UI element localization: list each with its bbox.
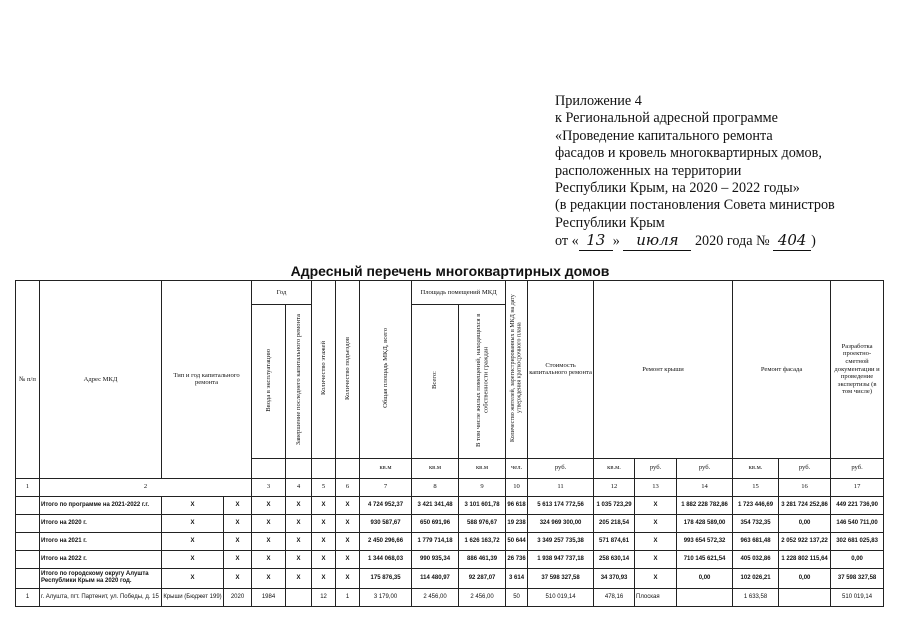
unit-cell: руб. (677, 458, 733, 478)
appendix-line: фасадов и кровель многоквартирных домов, (555, 145, 822, 162)
cell-roof-area: 1 035 723,29 (594, 496, 635, 514)
cell-facade-area: 354 732,35 (733, 514, 779, 532)
cell-facade-area: 963 681,48 (733, 532, 779, 550)
house-address: г. Алушта, пгт. Партенит, ул. Победы, д. 15 (40, 588, 162, 606)
handwritten-month: июля (623, 232, 691, 250)
date-mid: » (612, 233, 620, 250)
house-facade-area: 1 633,58 (733, 588, 779, 606)
cell-x: X (312, 550, 336, 568)
summary-label: Итого на 2020 г. (40, 514, 162, 532)
header-facade: Ремонт фасада (733, 281, 831, 459)
appendix-line: к Региональной адресной программе (555, 110, 778, 127)
cell-x: X (252, 532, 286, 550)
col-number: 12 (594, 478, 635, 496)
cell-design: 0,00 (831, 550, 884, 568)
cell-residents: 26 736 (506, 550, 528, 568)
house-roof-area: 478,16 (594, 588, 635, 606)
house-roof-cost (677, 588, 733, 606)
column-numbers-row (16, 478, 884, 496)
unit-cell: кв.м. (733, 458, 779, 478)
header-design: Разработка проектно-сметной документации и проведение экспертизы (в том числе) (831, 281, 884, 459)
cell-facade-cost: 3 281 724 252,86 (779, 496, 831, 514)
cell-roof-cost: 178 428 589,00 (677, 514, 733, 532)
cell-x: X (312, 532, 336, 550)
col-number: 14 (677, 478, 733, 496)
col-number: 3 (252, 478, 286, 496)
summary-label: Итого по программе на 2021-2022 г.г. (40, 496, 162, 514)
cell-residents: 50 644 (506, 532, 528, 550)
cell-x: X (286, 568, 312, 588)
cell-roof-type: X (635, 514, 677, 532)
header-roof: Ремонт крыши (594, 281, 733, 459)
cell-cost: 1 938 947 737,18 (528, 550, 594, 568)
header-num: № п/п (16, 281, 40, 479)
handwritten-number: 404 (773, 232, 811, 250)
cell-premises-total: 114 480,97 (412, 568, 459, 588)
col-number: 13 (635, 478, 677, 496)
date-suffix: ) (811, 233, 816, 250)
cell-x: X (286, 496, 312, 514)
header-commissioning: Ввода в эксплуатацию (252, 305, 286, 459)
col-number: 10 (506, 478, 528, 496)
house-facade-cost (779, 588, 831, 606)
cell-facade-cost: 2 052 922 137,22 (779, 532, 831, 550)
cell-residents: 96 618 (506, 496, 528, 514)
house-floors: 12 (312, 588, 336, 606)
house-repair-type: Крыши (Бюджет 199) (162, 588, 224, 606)
cell-facade-area: 102 026,21 (733, 568, 779, 588)
house-row (16, 588, 884, 606)
page-title: Адресный перечень многоквартирных домов (290, 263, 610, 279)
house-design: 510 019,14 (831, 588, 884, 606)
cell-x: X (224, 496, 252, 514)
cell-x: X (312, 514, 336, 532)
col-number: 15 (733, 478, 779, 496)
col-number: 2 (40, 478, 252, 496)
header-floors: Количество этажей (312, 281, 336, 459)
house-last-repair (286, 588, 312, 606)
appendix-date-line (555, 232, 895, 250)
cell-facade-cost: 0,00 (779, 568, 831, 588)
cell-facade-area: 405 032,86 (733, 550, 779, 568)
cell-roof-area: 258 630,14 (594, 550, 635, 568)
header-type-year: Тип и год капитального ремонта (162, 281, 252, 479)
cell-x: X (336, 568, 360, 588)
appendix-line: «Проведение капитального ремонта (555, 127, 773, 144)
handwritten-day: 13 (579, 232, 613, 250)
unit-cell: руб. (831, 458, 884, 478)
cell-premises-total: 3 421 341,48 (412, 496, 459, 514)
header-premises-area: Площадь помещений МКД (412, 281, 506, 305)
house-premises-total: 2 456,00 (412, 588, 459, 606)
cell-x: X (224, 568, 252, 588)
cell-premises-private: 92 287,07 (459, 568, 506, 588)
header-premises-total: Всего: (412, 305, 459, 459)
col-number: 11 (528, 478, 594, 496)
col-number: 8 (412, 478, 459, 496)
header-entrances: Количество подъездов (336, 281, 360, 459)
cell-total-area: 930 587,67 (360, 514, 412, 532)
cell-premises-private: 1 626 163,72 (459, 532, 506, 550)
cell-total-area: 4 724 952,37 (360, 496, 412, 514)
cell-facade-cost: 0,00 (779, 514, 831, 532)
cell-design: 449 221 736,90 (831, 496, 884, 514)
cell-cost: 5 613 174 772,56 (528, 496, 594, 514)
cell-roof-cost: 0,00 (677, 568, 733, 588)
summary-row (16, 550, 884, 568)
house-commissioning: 1984 (252, 588, 286, 606)
cell-cost: 3 349 257 735,38 (528, 532, 594, 550)
summary-label: Итого на 2021 г. (40, 532, 162, 550)
cell-roof-type: X (635, 550, 677, 568)
date-prefix: от « (555, 233, 579, 250)
cell-x: X (162, 532, 224, 550)
col-number: 6 (336, 478, 360, 496)
house-residents: 50 (506, 588, 528, 606)
summary-row (16, 568, 884, 588)
cell-facade-area: 1 723 446,69 (733, 496, 779, 514)
cell-x: X (252, 496, 286, 514)
appendix-header (555, 93, 895, 251)
cell-roof-type: X (635, 568, 677, 588)
col-number: 5 (312, 478, 336, 496)
cell-x: X (336, 550, 360, 568)
header-year-group: Год (252, 281, 312, 305)
house-total-area: 3 179,00 (360, 588, 412, 606)
cell-x: X (162, 568, 224, 588)
header-premises-private: В том числе жилых помещений, находящихся в собственности граждан (459, 305, 506, 459)
cell-total-area: 175 876,35 (360, 568, 412, 588)
house-premises-private: 2 456,00 (459, 588, 506, 606)
cell-x: X (336, 532, 360, 550)
appendix-line: расположенных на территории (555, 162, 742, 179)
header-total-area: Общая площадь МКД, всего (360, 281, 412, 459)
unit-cell: руб. (635, 458, 677, 478)
cell-premises-private: 588 976,67 (459, 514, 506, 532)
cell-design: 146 540 711,00 (831, 514, 884, 532)
address-table (15, 280, 884, 607)
cell-x: X (286, 514, 312, 532)
cell-x: X (224, 550, 252, 568)
cell-premises-private: 886 461,39 (459, 550, 506, 568)
appendix-line: Республики Крым (555, 214, 665, 231)
cell-roof-area: 205 218,54 (594, 514, 635, 532)
cell-facade-cost: 1 228 802 115,64 (779, 550, 831, 568)
col-number: 7 (360, 478, 412, 496)
cell-x: X (312, 568, 336, 588)
cell-premises-private: 3 101 601,78 (459, 496, 506, 514)
col-number: 4 (286, 478, 312, 496)
house-num: 1 (16, 588, 40, 606)
cell-total-area: 1 344 068,03 (360, 550, 412, 568)
house-repair-year: 2020 (224, 588, 252, 606)
cell-x: X (224, 532, 252, 550)
col-number: 1 (16, 478, 40, 496)
cell-residents: 19 238 (506, 514, 528, 532)
cell-x: X (312, 496, 336, 514)
cell-roof-area: 571 874,61 (594, 532, 635, 550)
house-roof-type: Плоская (635, 588, 677, 606)
cell-premises-total: 1 779 714,18 (412, 532, 459, 550)
col-number: 17 (831, 478, 884, 496)
unit-cell: руб. (779, 458, 831, 478)
appendix-line: Республики Крым, на 2020 – 2022 годы» (555, 180, 800, 197)
summary-row (16, 532, 884, 550)
cell-roof-cost: 710 145 621,54 (677, 550, 733, 568)
cell-design: 37 598 327,58 (831, 568, 884, 588)
cell-premises-total: 650 691,96 (412, 514, 459, 532)
unit-cell: руб. (528, 458, 594, 478)
cell-x: X (252, 514, 286, 532)
cell-roof-type: X (635, 496, 677, 514)
header-cost: Стоимость капитального ремонта (528, 281, 594, 459)
col-number: 9 (459, 478, 506, 496)
cell-x: X (286, 550, 312, 568)
cell-x: X (162, 550, 224, 568)
cell-x: X (252, 550, 286, 568)
cell-residents: 3 614 (506, 568, 528, 588)
unit-cell: кв.м (459, 458, 506, 478)
header-address: Адрес МКД (40, 281, 162, 479)
appendix-line: (в редакции постановления Совета министров (555, 197, 835, 214)
cell-cost: 37 598 327,58 (528, 568, 594, 588)
cell-premises-total: 990 935,34 (412, 550, 459, 568)
header-last-repair: Завершение последнего капитального ремонта (286, 305, 312, 459)
house-cost: 510 019,14 (528, 588, 594, 606)
summary-label: Итого на 2022 г. (40, 550, 162, 568)
cell-roof-type: X (635, 532, 677, 550)
cell-roof-cost: 1 882 228 782,86 (677, 496, 733, 514)
header-residents: Количество жителей, зарегистрированных в МКД на дату утверждения краткосрочного плана (506, 281, 528, 459)
cell-x: X (162, 514, 224, 532)
cell-design: 302 681 025,83 (831, 532, 884, 550)
cell-total-area: 2 450 296,66 (360, 532, 412, 550)
summary-row (16, 496, 884, 514)
cell-cost: 324 969 300,00 (528, 514, 594, 532)
unit-cell: чел. (506, 458, 528, 478)
date-year: 2020 года № (694, 233, 770, 250)
unit-cell: кв.м (360, 458, 412, 478)
cell-x: X (252, 568, 286, 588)
cell-x: X (286, 532, 312, 550)
summary-label: Итого по городскому округу Алушта Республики Крым на 2020 год. (40, 568, 162, 588)
unit-cell: кв.м (412, 458, 459, 478)
cell-x: X (336, 514, 360, 532)
house-entrances: 1 (336, 588, 360, 606)
cell-x: X (336, 496, 360, 514)
summary-row (16, 514, 884, 532)
cell-roof-area: 34 370,93 (594, 568, 635, 588)
col-number: 16 (779, 478, 831, 496)
cell-x: X (162, 496, 224, 514)
cell-x: X (224, 514, 252, 532)
appendix-line: Приложение 4 (555, 93, 642, 109)
unit-cell: кв.м. (594, 458, 635, 478)
cell-roof-cost: 993 654 572,32 (677, 532, 733, 550)
